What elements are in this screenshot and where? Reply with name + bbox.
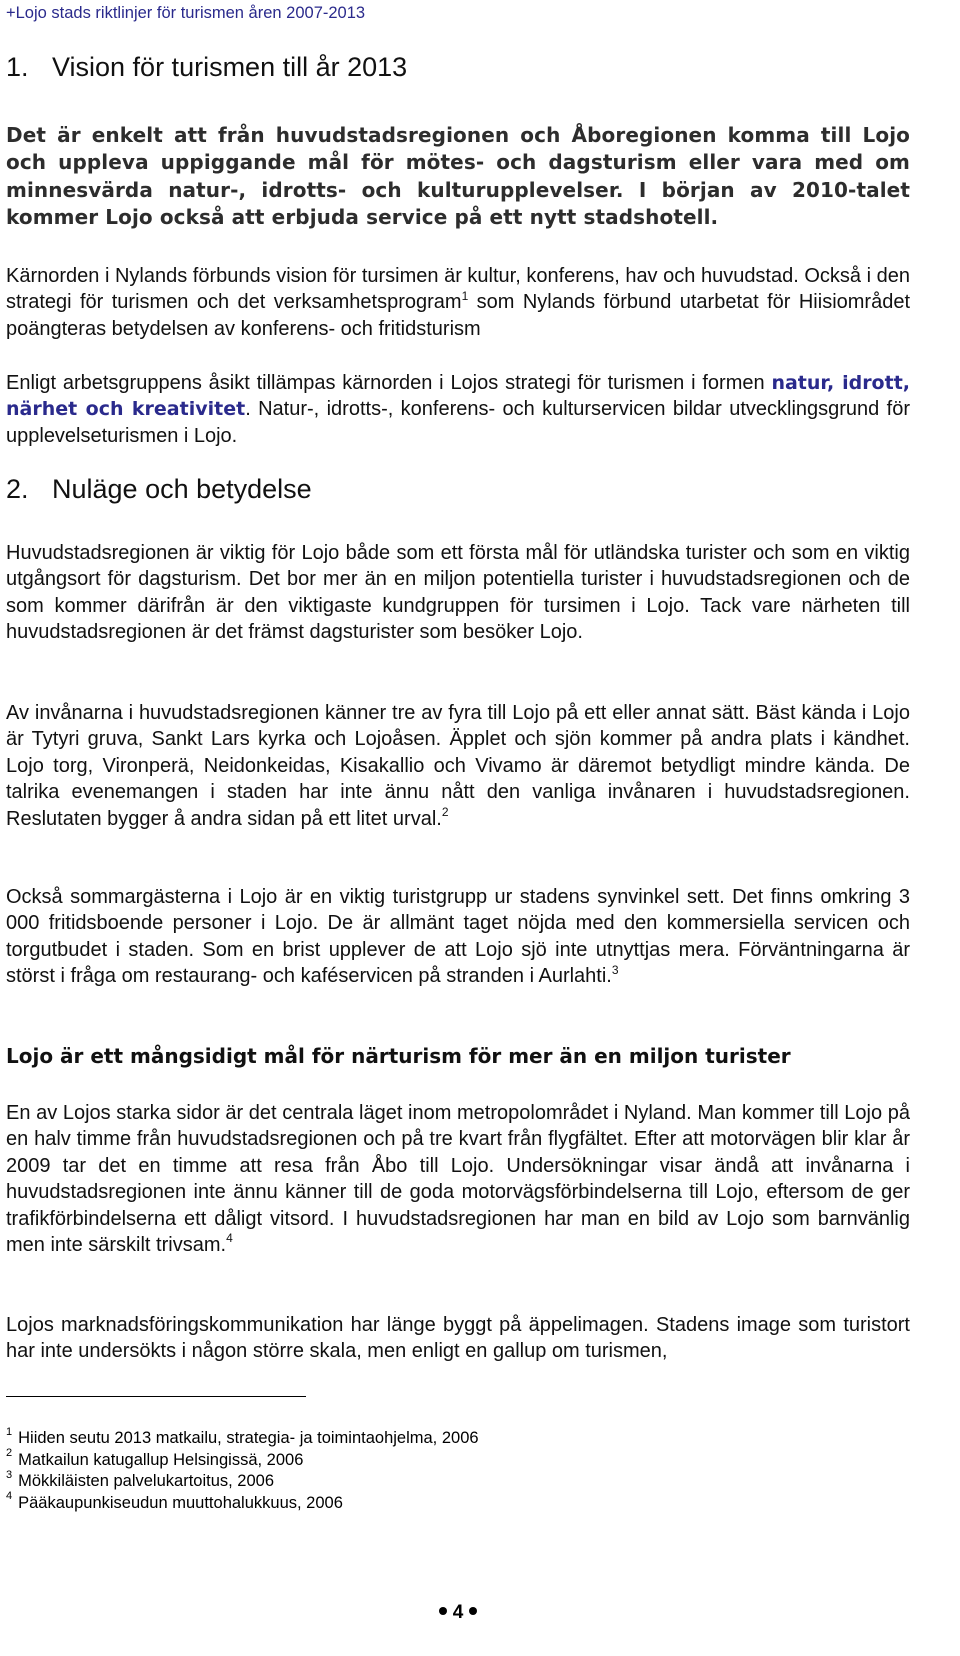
page-number-value: 4 xyxy=(452,1602,464,1623)
footnote-number: 4 xyxy=(6,1490,13,1502)
core-words-highlight: natur, idrott, närhet och kreativitet xyxy=(6,372,910,421)
status-paragraph-4-text: En av Lojos starka sidor är det centrala läget inom metropolområdet i Nyland. Man kommer till Lojo på en halv timme från huvudstadsregionen och på tre kvart från flygfältet. Efter att motorvägen blir klar år 2009 tar det en timme att resa från Åbo till Lojo. Undersökningar visar ändå att invånarna i huvudstadsregionen inte ännu känner till de goda motorvägsförbindelserna till Lojo, eftersom de ger trafikförbindelserna ett dåligt vitsord. I huvudstadsregionen har man en bild av Lojo som barnvänlig men inte särskilt trivsam. xyxy=(6,1102,910,1257)
footnote-item xyxy=(6,1468,479,1493)
footnote-number: 1 xyxy=(6,1425,13,1438)
footnote-text: Mökkiläisten palvelukartoitus, 2006 xyxy=(18,1472,275,1490)
vision-lead-paragraph: Det är enkelt att från huvudstadsregionen och Åboregionen komma till Lojo och uppleva uppiggande mål för mötes- och dagsturism eller vara med om minnesvärda natur-, idrotts- och kulturupplevelser. I början av 2010-talet kommer Lojo också att erbjuda service på ett nytt stadshotell. xyxy=(6,123,910,230)
footnote-text: Pääkaupunkiseudun muuttohalukkuus, 2006 xyxy=(18,1493,343,1512)
status-paragraph-4 xyxy=(6,1100,910,1258)
section-1-number: 1. xyxy=(6,52,29,82)
section-2-title: Nuläge och betydelse xyxy=(52,474,312,504)
footnote-ref-3: 3 xyxy=(611,962,619,977)
bullet-dot-right xyxy=(469,1607,477,1615)
status-paragraph-3-text: Också sommargästerna i Lojo är en viktig turistgrupp ur stadens synvinkel sett. Det finns omkring 3 000 fritidsboende personer i Lojo. De är allmänt taget nöjda med den kommersiella servicen och torgutbudet i staden. Som en brist upplever de att Lojo sjö inte utnyttjas mera. Förväntningarna är störst i fråga om restaurang- och kaféservicen på stranden i Aurlahti. xyxy=(6,886,910,988)
vision-paragraph-2-text-a: Enligt arbetsgruppens åsikt tillämpas kärnorden i Lojos strategi för turismen i formen xyxy=(6,372,772,394)
local-tourism-subheading: Lojo är ett mångsidigt mål för närturism för mer än en miljon turister xyxy=(6,1044,791,1068)
footnotes xyxy=(6,1425,479,1514)
footnote-item xyxy=(6,1447,479,1472)
footnote-item xyxy=(6,1425,479,1450)
section-1-heading xyxy=(6,52,407,83)
footnote-divider xyxy=(6,1396,306,1397)
footnote-number: 3 xyxy=(6,1468,13,1481)
vision-paragraph-1 xyxy=(6,263,910,342)
footnote-number: 2 xyxy=(6,1447,13,1459)
status-paragraph-5: Lojos marknadsföringskommunikation har länge byggt på äppelimagen. Stadens image som turistort har inte undersökts i någon större skala, men enligt en gallup om turismen, xyxy=(6,1314,910,1363)
footnote-text: Matkailun katugallup Helsingissä, 2006 xyxy=(18,1450,304,1469)
section-2-heading xyxy=(6,474,312,505)
vision-paragraph-2-text-b: . Natur-, idrotts-, konferens- och kulturservicen bildar utvecklingsgrund för upplevelseturismen i Lojo. xyxy=(6,398,910,447)
footnote-ref-4: 4 xyxy=(226,1231,233,1246)
section-2-number: 2. xyxy=(6,474,29,504)
status-paragraph-2 xyxy=(6,700,910,832)
vision-paragraph-1-text-a: Kärnorden i Nylands förbunds vision för tursimen är kultur, konferens, hav och huvudstad. Också i den strategi för turismen och det verksamhetsprogram xyxy=(6,265,910,314)
status-paragraph-1: Huvudstadsregionen är viktig för Lojo både som ett första mål för utländska turister och som en viktig utgångsort för dagsturism. Det bor mer än en miljon potentiella turister i huvudstadsregionen och de som kommer därifrån är den viktigaste kundgruppen för tursimen i Lojo. Tack vare närheten till huvudstadsregionen är det främst dagsturister som besöker Lojo. xyxy=(6,542,910,644)
vision-paragraph-1-text-b: som Nylands förbund utarbetat för Hiisiområdet poängteras betydelsen av konferens- och fritidsturism xyxy=(6,291,911,340)
running-header: +Lojo stads riktlinjer för turismen åren 2007-2013 xyxy=(6,4,366,22)
footnote-text: Hiiden seutu 2013 matkailu, strategia- ja toimintaohjelma, 2006 xyxy=(18,1429,479,1447)
status-paragraph-3 xyxy=(6,884,910,990)
page-number xyxy=(6,1602,910,1624)
footnote-ref-2: 2 xyxy=(441,804,449,819)
footnote-ref-1: 1 xyxy=(461,288,469,303)
status-paragraph-2-text: Av invånarna i huvudstadsregionen känner tre av fyra till Lojo på ett eller annat sätt. Bäst kända i Lojo är Tytyri gruva, Sankt Lars kyrka och Lojoåsen. Äpplet och sjön kommer på andra plats i kändhet. Lojo torg, Vironperä, Neidonkeidas, Kisakallio och Vivamo är däremot betydligt mindre kända. De talrika evenemangen i staden har inte ännu nått den vanliga invånaren i huvudstadsregionen. Reslutaten bygger å andra sidan på ett litet urval. xyxy=(6,702,910,830)
vision-paragraph-2 xyxy=(6,370,910,449)
section-1-title: Vision för turismen till år 2013 xyxy=(52,52,408,82)
footnote-item xyxy=(6,1490,479,1515)
bullet-dot-left xyxy=(439,1607,447,1615)
